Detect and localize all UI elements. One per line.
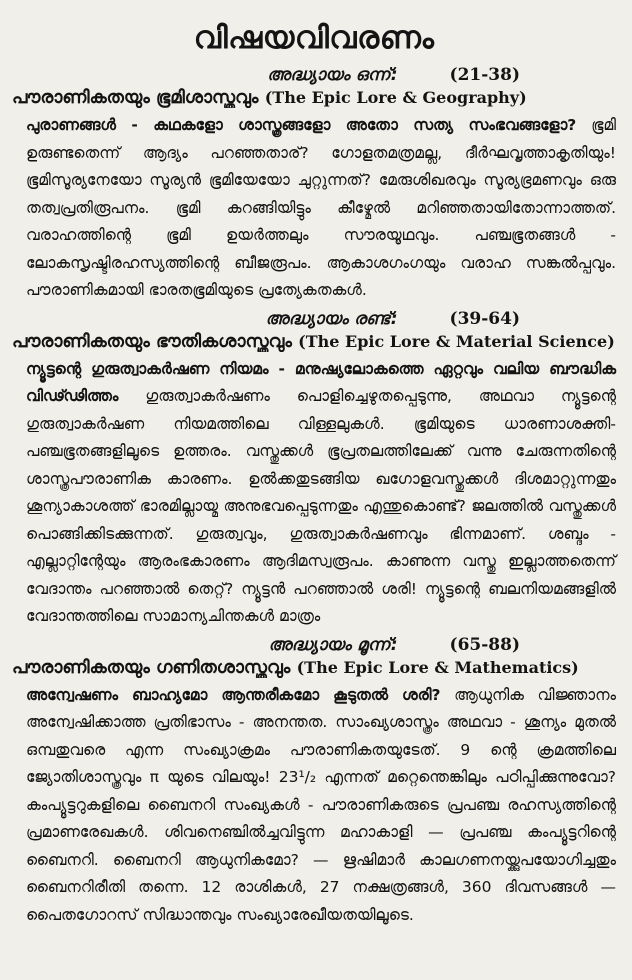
summary-body: ഭൂമി ഉരുണ്ടതെന്ന് ആദ്യം പറഞ്ഞതാര്? ഗോളതമത്രമല്ല, ദീർഘവൃത്താകൃതിയും! ഭൂമിസൂര്യനേയോ സൂര്യൻ ഭൂമിയേയോ ചുറ്റുന്നത്? മേരുശിഖരവും സൂര്യഭ്രമണവും ഒരു തത്വപ്രതിരൂപനം. ഭൂമി കറങ്ങിയിട്ടും കീഴ്മേൽ മറിഞ്ഞതായിതോന്നാത്തത്. വരാഹത്തിന്റെ ഭൂമി ഉയർത്തലും സൗരയൂഥവും. പഞ്ചഭൂതങ്ങൾ - ലോകസൃഷ്ടിരഹസ്യത്തിന്റെ ബീജരൂപം. ആകാശഗംഗയും വരാഹ സങ്കൽപ്പവും. പൗരാണികമായി ഭാരതഭൂമിയുടെ പ്രത്യേകതകൾ. (26, 116, 616, 299)
heading-malayalam: പൗരാണികതയും ഗണിതശാസ്ത്രവും (12, 656, 291, 678)
chapter-summary (26, 356, 616, 631)
heading-malayalam: പൗരാണികതയും ഭൗതികശാസ്ത്രവും (12, 330, 292, 352)
chapter-header (12, 309, 616, 329)
chapter-3 (12, 635, 616, 930)
chapter-summary (26, 682, 616, 930)
summary-body: ഗുരുത്വാകർഷണം പൊളിച്ചെഴുതപ്പെടുന്നു, അഥവാ ന്യൂട്ടന്റെ ഗുരുത്വാകർഷണ നിയമത്തിലെ വിള്ളലുകൾ. ഭൂമിയുടെ ധാരണാശക്തി-പഞ്ചഭൂതങ്ങളിലൂടെ ഉത്തരം. വസ്തുക്കൾ ഭൂപ്രതലത്തിലേക്ക് വന്നു ചേരുന്നതിന്റെ ശാസ്ത്രപൗരാണിക കാരണം. ഉൽക്കതുടങ്ങിയ ഖഗോളവസ്തുക്കൾ ദിശമാറ്റുന്നതും ശൂന്യാകാശത്ത് ഭാരമില്ലായ്മ അനുഭവപ്പെടുന്നതും എന്തുകൊണ്ട്? ജലത്തിൽ വസ്തുക്കൾ പൊങ്ങിക്കിടക്കുന്നത്. ഗുരുത്വവും, ഗുരുത്വാകർഷണവും ഭിന്നമാണ്. ശബ്ദം - എല്ലാറ്റിന്റേയും ആരംഭകാരണം ആദിമസ്വരൂപം. കാണുന്ന വസ്തു ഇല്ലാത്തതെന്ന് വേദാന്തം പറഞ്ഞാൽ തെറ്റ്? ന്യൂട്ടൻ പറഞ്ഞാൽ ശരി! ന്യൂട്ടന്റെ ബലനിയമങ്ങളിൽ വേദാന്തത്തിലെ സാമാന്യചിന്തകൾ മാത്രം (26, 387, 616, 625)
summary-lead: പുരാണങ്ങൾ - കഥകളോ ശാസ്ത്രങ്ങളോ അതോ സത്യ സംഭവങ്ങളോ? (26, 116, 577, 134)
section-heading (12, 87, 616, 108)
heading-english: (The Epic Lore & Material Science) (298, 331, 615, 351)
page-range: (65-88) (449, 634, 520, 655)
chapter-2 (12, 309, 616, 631)
heading-english: (The Epic Lore & Mathematics) (296, 657, 579, 677)
page-range: (39-64) (449, 308, 520, 329)
page-range: (21-38) (449, 65, 520, 85)
chapter-label: അദ്ധ്യായം ഒന്ന്: (267, 65, 398, 85)
summary-lead: അന്വേഷണം ബാഹ്യമോ ആന്തരീകമോ കൂടുതൽ ശരി? (26, 685, 441, 704)
heading-english: (The Epic Lore & Geography) (264, 88, 527, 107)
section-heading (12, 657, 616, 678)
chapter-summary (26, 112, 616, 305)
chapter-label: അദ്ധ്യായം രണ്ട്: (265, 308, 398, 329)
summary-body: ആധുനിക വിജ്ഞാനം അന്വേഷിക്കാത്ത പ്രതിഭാസം - അനന്തത. സാംഖ്യശാസ്ത്രം അഥവാ - ശൂന്യം മുതൽ ഒമ്പതുവരെ എന്ന സംഖ്യാക്രമം പൗരാണികതയുടേത്. 9 ന്റെ ക്രമത്തിലെ ജ്യോതിശാസ്ത്രവും π യുടെ വിലയും! 23¹/₂ എന്നത് മറ്റെന്തെങ്കിലും പഠിപ്പിക്കുന്നുവോ? കംപ്യൂട്ടറുകളിലെ ബൈനറി സംഖ്യകൾ - പൗരാണികരുടെ പ്രപഞ്ച രഹസ്യത്തിന്റെ പ്രമാണരേഖകൾ. ശിവനെഞ്ചിൽച്ചവിട്ടുന്ന മഹാകാളി — പ്രപഞ്ച കംപ്യൂട്ടറിന്റെ ബൈനറി. ബൈനറി ആധുനികമോ? — ഋഷിമാർ കാലഗണനയ്ക്കുപയോഗിച്ചതും ബൈനറിരീതി തന്നെ. 12 രാശികൾ, 27 നക്ഷത്രങ്ങൾ, 360 ദിവസങ്ങൾ — പൈതഗോറസ് സിദ്ധാന്തവും സംഖ്യാരേഖീയതയിലൂടെ. (26, 685, 616, 924)
chapter-1 (12, 65, 616, 305)
page-title: വിഷയവിവരണം (193, 20, 435, 56)
section-heading (12, 331, 616, 352)
chapter-header (12, 635, 616, 655)
chapter-header (12, 65, 616, 85)
chapter-label: അദ്ധ്യായം മൂന്ന്: (268, 634, 398, 655)
heading-malayalam: പൗരാണികതയും ഭൂമിശാസ്ത്രവും (12, 87, 259, 108)
summary-lead: ന്യൂട്ടന്റെ ഗുരുത്വാകർഷണ നിയമം - മനുഷ്യലോകത്തെ ഏറ്റവും വലിയ ബൗദ്ധിക വിഢ്ഢിത്തം (26, 359, 616, 405)
